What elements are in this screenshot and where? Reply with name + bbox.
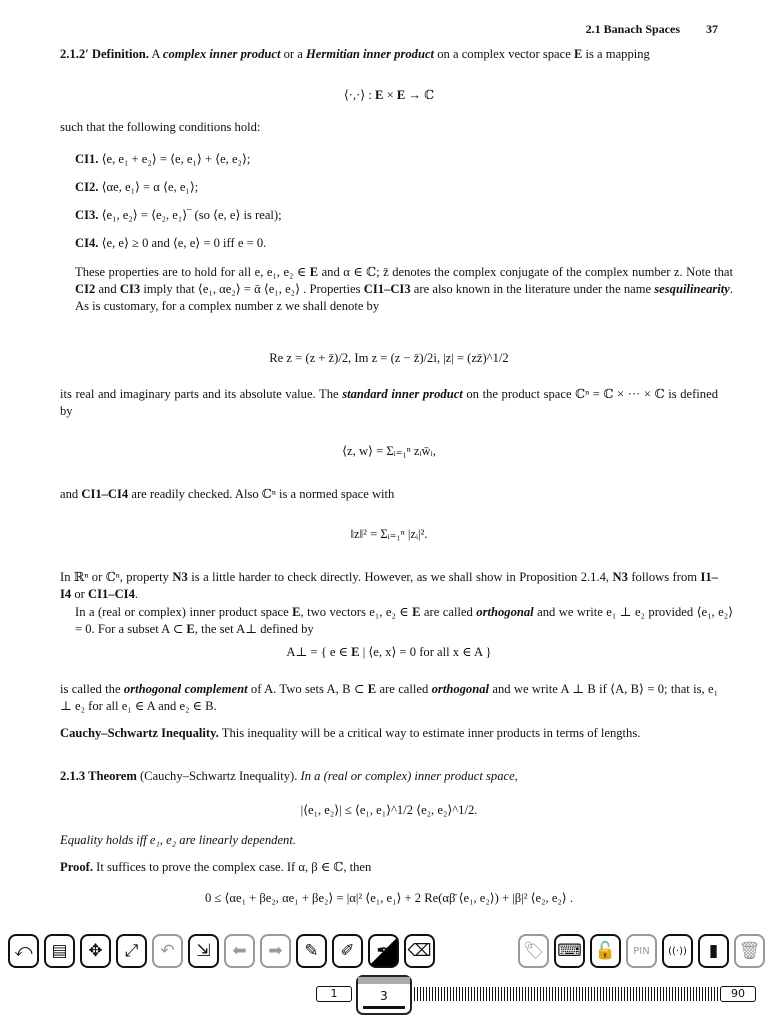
text-run: and we write A ⊥ B if ⟨A, B⟩ = 0; that is, e₁ ⊥ e₂ for all e₁ ∈ A and e₂ ∈ B. xyxy=(60,682,718,713)
text-run: (Cauchy–Schwartz Inequality). xyxy=(136,769,301,783)
paragraph xyxy=(60,179,733,196)
text-run: N3 xyxy=(612,570,628,584)
text-run: sesquilinearity xyxy=(654,281,730,296)
text-run: is called the xyxy=(60,682,124,696)
text-run: In a (real or complex) inner product space xyxy=(75,605,293,619)
unlock-icon[interactable]: 🔓 xyxy=(590,934,621,968)
paragraph xyxy=(60,46,718,63)
text-run: CI2 xyxy=(75,281,96,296)
display-formula xyxy=(60,644,718,661)
text-run: In a (real or complex) inner product space, xyxy=(300,769,518,783)
text-run: E xyxy=(367,682,377,696)
text-run: and xyxy=(60,487,82,501)
display-formula xyxy=(60,526,718,543)
eraser-icon[interactable]: ⌫ xyxy=(404,934,435,968)
paragraph xyxy=(60,859,718,876)
rotate-icon[interactable]: ⤺ xyxy=(8,934,39,968)
page-slider-thumb[interactable] xyxy=(356,975,412,1015)
paragraph xyxy=(60,119,718,136)
text-run: ⟨e, e₁ + e₂⟩ = ⟨e, e₁⟩ + ⟨e, e₂⟩; xyxy=(98,152,251,166)
text-run: E xyxy=(351,645,360,659)
text-run: CI2. xyxy=(75,180,99,194)
text-run: × xyxy=(383,88,397,102)
text-run: I1–I4 xyxy=(60,570,718,601)
text-run: It suffices to prove the complex case. If α, β ∈ ℂ, then xyxy=(93,860,372,874)
text-run: E xyxy=(186,621,195,636)
first-page-button[interactable]: 1 xyxy=(316,986,352,1002)
text-run: are also known in the literature under the name xyxy=(410,281,655,296)
paragraph xyxy=(60,151,733,168)
text-run: is a little harder to check directly. However, as we shall show in Proposition 2.1.4, xyxy=(187,570,613,584)
text-run: ⟨e₁, e₂⟩ = ⟨e₂, e₁⟩‾ (so ⟨e, e⟩ is real); xyxy=(98,208,282,222)
text-run: → ℂ xyxy=(405,88,435,102)
text-run: 0 ≤ ⟨αe₁ + βe₂, αe₁ + βe₂⟩ = |α|² ⟨e₁, e₁⟩ + 2 Re(αβ̄ ⟨e₁, e₂⟩) + |β|² ⟨e₂, e₂⟩ . xyxy=(204,891,574,905)
running-header xyxy=(560,22,718,37)
pen-curve-icon[interactable]: ✎ xyxy=(296,934,327,968)
text-run: E xyxy=(375,88,384,102)
text-run: such that the following conditions hold: xyxy=(60,120,261,134)
text-run: ‖z‖² = Σᵢ₌₁ⁿ |zᵢ|². xyxy=(350,527,428,541)
text-run: and α ∈ ℂ; z̄ denotes the complex conjugate of the complex number z. Note that xyxy=(318,265,733,279)
paragraph xyxy=(60,681,718,715)
page-view-icon[interactable]: ▤ xyxy=(44,934,75,968)
text-run: , the set A xyxy=(194,621,246,636)
text-run: orthogonal complement xyxy=(123,682,248,696)
text-run: Re z = (z + z̄)/2, Im z = (z − z̄)/2i, |z| = (zz̄)^1/2 xyxy=(269,351,509,365)
section-title: 2.1 Banach Spaces xyxy=(585,22,680,36)
fit-page-icon[interactable]: ✥ xyxy=(80,934,111,968)
page-slider-track[interactable] xyxy=(414,987,719,1001)
text-run: ⟨e, e⟩ ≥ 0 and ⟨e, e⟩ = 0 iff e = 0. xyxy=(98,236,267,250)
text-run: Equality holds iff e₁, e₂ are linearly dependent. xyxy=(60,833,296,847)
text-run: of A. Two sets A, B ⊂ xyxy=(247,682,368,696)
paragraph xyxy=(60,235,733,252)
text-run: imply that ⟨e₁, αe₂⟩ = ᾱ ⟨e₁, e₂⟩ . Properties xyxy=(140,281,364,296)
display-formula xyxy=(60,350,718,367)
text-run: E xyxy=(412,605,421,619)
text-run: follows from xyxy=(627,570,701,584)
paragraph xyxy=(60,832,718,849)
pen-line-icon[interactable]: ✐ xyxy=(332,934,363,968)
pin-icon[interactable]: PIN xyxy=(626,934,657,968)
forward-arrow-icon[interactable]: ➡ xyxy=(260,934,291,968)
text-run: and we write e₁ ⊥ e₂ provided ⟨e₁, e₂⟩ = 0. For a subset A ⊂ xyxy=(75,605,733,636)
text-run: ⟨αe, e₁⟩ = α ⟨e, e₁⟩; xyxy=(98,180,199,194)
text-run: Proof. xyxy=(60,860,93,874)
text-run: orthogonal xyxy=(431,682,490,696)
text-run: complex inner product xyxy=(162,47,281,61)
text-run: . As is customary, for a complex number z we shall denote by xyxy=(75,281,734,313)
text-run: ⟨z, w⟩ = Σᵢ₌₁ⁿ zᵢw̄ᵢ, xyxy=(342,444,436,458)
trash-icon[interactable]: 🗑 xyxy=(734,934,765,968)
text-run: 2.1.3 Theorem xyxy=(60,769,137,783)
text-run: | ⟨e, x⟩ = 0 for all x ∈ A } xyxy=(359,645,492,659)
paragraph xyxy=(60,768,718,785)
paragraph xyxy=(60,264,733,314)
back-arrow-icon[interactable]: ⬅ xyxy=(224,934,255,968)
text-run: These properties are to hold for all e, e₁, e₂ ∈ xyxy=(75,265,310,279)
last-page-button[interactable]: 90 xyxy=(720,986,756,1002)
text-run: CI1–CI4 xyxy=(88,586,135,601)
text-run: A xyxy=(148,47,163,61)
paragraph xyxy=(60,386,718,420)
text-run: ⊥ xyxy=(245,621,258,636)
display-formula xyxy=(60,87,718,104)
text-run: CI4. xyxy=(75,236,99,250)
paragraph xyxy=(60,604,733,638)
text-run: orthogonal xyxy=(476,605,534,619)
text-run: defined by xyxy=(257,621,314,636)
display-formula xyxy=(60,890,718,907)
current-page: 3 xyxy=(380,989,388,1003)
text-run: are called xyxy=(376,682,432,696)
text-run: , two vectors e₁, e₂ ∈ xyxy=(300,605,413,619)
text-run: on a complex vector space xyxy=(434,47,574,61)
text-run: . xyxy=(134,586,139,601)
paragraph xyxy=(60,569,718,603)
text-run: and xyxy=(95,281,120,296)
display-formula xyxy=(60,802,718,819)
text-run: E xyxy=(573,47,583,61)
text-run: CI3 xyxy=(119,281,141,296)
text-run: CI1–CI3 xyxy=(363,281,411,296)
text-run: on the product space ℂⁿ = ℂ × ··· × ℂ is defined by xyxy=(60,387,718,418)
text-run: are readily checked. Also ℂⁿ is a normed space with xyxy=(128,487,395,501)
text-run: Cauchy–Schwartz Inequality. xyxy=(60,726,219,740)
paragraph xyxy=(60,486,718,503)
text-run: In ℝⁿ or ℂⁿ, property xyxy=(60,570,173,584)
paragraph xyxy=(60,207,733,224)
display-formula xyxy=(60,443,718,460)
pen-invert-icon[interactable]: ✒ xyxy=(368,934,399,968)
tag-icon[interactable]: 🏷 xyxy=(518,934,549,968)
text-run: ⟨·,·⟩ : xyxy=(343,88,376,102)
goto-page-icon[interactable]: ⇲ xyxy=(188,934,219,968)
text-run: CI1–CI4 xyxy=(81,487,129,501)
text-run: or a xyxy=(280,47,306,61)
text-run: its real and imaginary parts and its absolute value. The xyxy=(60,387,343,401)
text-run: CI3. xyxy=(75,208,99,222)
text-run: E xyxy=(396,88,406,102)
text-run: or xyxy=(71,586,88,601)
text-run: |⟨e₁, e₂⟩| ≤ ⟨e₁, e₁⟩^1/2 ⟨e₂, e₂⟩^1/2. xyxy=(300,803,478,817)
text-run: 2.1.2′ Definition. xyxy=(60,47,149,61)
zoom-region-icon[interactable]: ⤢ xyxy=(116,934,147,968)
battery-icon[interactable]: ▮ xyxy=(698,934,729,968)
text-run: E xyxy=(309,265,319,279)
text-run: This inequality will be a critical way to estimate inner products in terms of lengths. xyxy=(218,726,641,740)
text-run: CI1. xyxy=(75,152,99,166)
text-run: Hermitian inner product xyxy=(306,47,435,61)
text-run: standard inner product xyxy=(342,387,463,401)
paragraph xyxy=(60,725,718,742)
text-run: E xyxy=(292,605,301,619)
text-run: N3 xyxy=(172,570,188,584)
undo-icon[interactable]: ↶ xyxy=(152,934,183,968)
text-run: A⊥ = { e ∈ xyxy=(286,645,352,659)
text-run: are called xyxy=(420,605,477,619)
keyboard-icon[interactable]: ⌨ xyxy=(554,934,585,968)
page-number: 37 xyxy=(706,22,718,36)
text-run: is a mapping xyxy=(582,47,650,61)
wireless-icon[interactable]: ((·)) xyxy=(662,934,693,968)
